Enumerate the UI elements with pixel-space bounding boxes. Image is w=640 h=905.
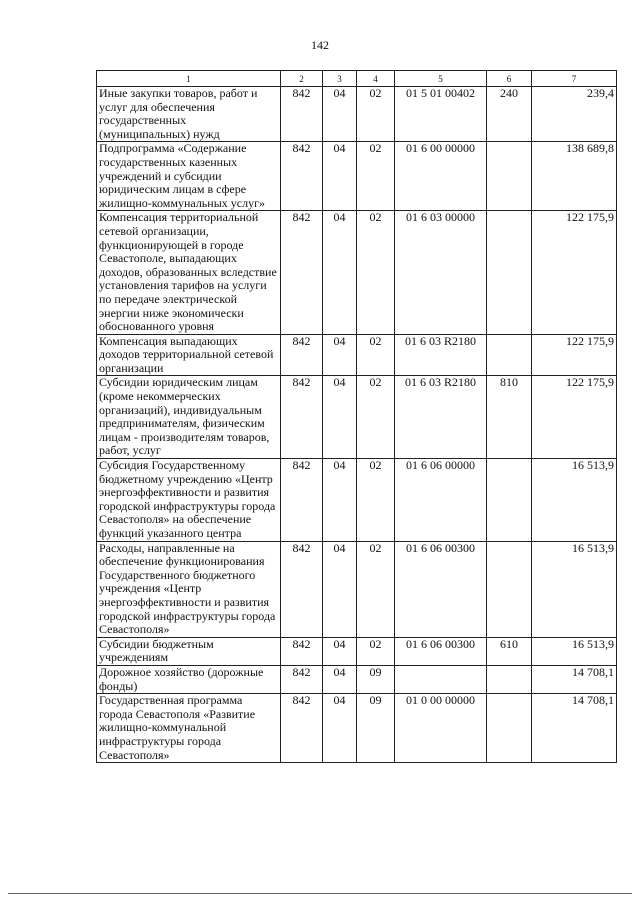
ministry-code-cell: 842 [281, 665, 323, 693]
amount-cell: 239,4 [532, 87, 617, 142]
amount-cell: 14 708,1 [532, 665, 617, 693]
expense-type-cell: 810 [487, 376, 532, 459]
column-header: 2 [281, 71, 323, 87]
subsection-code-cell: 02 [357, 87, 395, 142]
subsection-code-cell: 02 [357, 334, 395, 376]
page-bottom-divider [8, 893, 632, 894]
subsection-code-cell: 02 [357, 459, 395, 542]
section-code-cell: 04 [323, 665, 357, 693]
item-name-cell: Дорожное хозяйство (дорожные фонды) [97, 665, 281, 693]
ministry-code-cell: 842 [281, 211, 323, 334]
budget-table [96, 70, 617, 763]
subsection-code-cell: 02 [357, 211, 395, 334]
page-number: 142 [311, 38, 329, 52]
subsection-code-cell: 02 [357, 541, 395, 637]
section-code-cell: 04 [323, 694, 357, 763]
target-article-cell [395, 665, 487, 693]
ministry-code-cell: 842 [281, 459, 323, 542]
item-name-cell: Подпрограмма «Содержание государственных казенных учреждений и субсидии юридическим лицам в сфере жилищно-коммунальных услуг» [97, 142, 281, 211]
amount-cell: 16 513,9 [532, 541, 617, 637]
target-article-cell: 01 6 03 00000 [395, 211, 487, 334]
table-row [97, 637, 617, 665]
target-article-cell: 01 6 06 00000 [395, 459, 487, 542]
section-code-cell: 04 [323, 459, 357, 542]
ministry-code-cell: 842 [281, 142, 323, 211]
table-row [97, 334, 617, 376]
section-code-cell: 04 [323, 211, 357, 334]
subsection-code-cell: 09 [357, 694, 395, 763]
expense-type-cell [487, 334, 532, 376]
amount-cell: 138 689,8 [532, 142, 617, 211]
table-row [97, 142, 617, 211]
column-header: 1 [97, 71, 281, 87]
target-article-cell: 01 6 06 00300 [395, 541, 487, 637]
expense-type-cell [487, 211, 532, 334]
section-code-cell: 04 [323, 637, 357, 665]
subsection-code-cell: 02 [357, 637, 395, 665]
target-article-cell: 01 6 03 R2180 [395, 376, 487, 459]
subsection-code-cell: 02 [357, 142, 395, 211]
header-row [97, 71, 617, 87]
section-code-cell: 04 [323, 142, 357, 211]
amount-cell: 16 513,9 [532, 637, 617, 665]
item-name-cell: Субсидии юридическим лицам (кроме некоммерческих организаций), индивидуальным предпринимателям, физическим лицам - производителям товаров, работ, услуг [97, 376, 281, 459]
section-code-cell: 04 [323, 334, 357, 376]
expense-type-cell [487, 694, 532, 763]
table-row [97, 376, 617, 459]
column-header: 3 [323, 71, 357, 87]
amount-cell: 16 513,9 [532, 459, 617, 542]
item-name-cell: Государственная программа города Севастополя «Развитие жилищно-коммунальной инфраструктуры города Севастополя» [97, 694, 281, 763]
section-code-cell: 04 [323, 376, 357, 459]
table-row [97, 694, 617, 763]
column-header: 4 [357, 71, 395, 87]
column-header: 6 [487, 71, 532, 87]
ministry-code-cell: 842 [281, 334, 323, 376]
item-name-cell: Субсидии бюджетным учреждениям [97, 637, 281, 665]
item-name-cell: Компенсация выпадающих доходов территориальной сетевой организации [97, 334, 281, 376]
table-row [97, 211, 617, 334]
expense-type-cell: 240 [487, 87, 532, 142]
item-name-cell: Компенсация территориальной сетевой организации, функционирующей в городе Севастополе, выпадающих доходов, образованных вследствие установления тарифов на услуги по передаче электрической энергии ниже экономически обоснованного уровня [97, 211, 281, 334]
column-header: 5 [395, 71, 487, 87]
table-row [97, 459, 617, 542]
amount-cell: 122 175,9 [532, 376, 617, 459]
ministry-code-cell: 842 [281, 376, 323, 459]
target-article-cell: 01 5 01 00402 [395, 87, 487, 142]
section-code-cell: 04 [323, 87, 357, 142]
expense-type-cell [487, 541, 532, 637]
ministry-code-cell: 842 [281, 87, 323, 142]
column-header: 7 [532, 71, 617, 87]
amount-cell: 14 708,1 [532, 694, 617, 763]
table-row [97, 665, 617, 693]
item-name-cell: Субсидия Государственному бюджетному учреждению «Центр энергоэффективности и развития городской инфраструктуры города Севастополя» на обеспечение функций указанного центра [97, 459, 281, 542]
expense-type-cell [487, 142, 532, 211]
table-row [97, 87, 617, 142]
target-article-cell: 01 6 03 R2180 [395, 334, 487, 376]
subsection-code-cell: 02 [357, 376, 395, 459]
item-name-cell: Иные закупки товаров, работ и услуг для обеспечения государственных (муниципальных) нужд [97, 87, 281, 142]
target-article-cell: 01 0 00 00000 [395, 694, 487, 763]
section-code-cell: 04 [323, 541, 357, 637]
ministry-code-cell: 842 [281, 637, 323, 665]
expense-type-cell: 610 [487, 637, 532, 665]
item-name-cell: Расходы, направленные на обеспечение функционирования Государственного бюджетного учреждения «Центр энергоэффективности и развития городской инфраструктуры города Севастополя» [97, 541, 281, 637]
expense-type-cell [487, 459, 532, 542]
target-article-cell: 01 6 00 00000 [395, 142, 487, 211]
ministry-code-cell: 842 [281, 694, 323, 763]
amount-cell: 122 175,9 [532, 334, 617, 376]
subsection-code-cell: 09 [357, 665, 395, 693]
ministry-code-cell: 842 [281, 541, 323, 637]
expense-type-cell [487, 665, 532, 693]
target-article-cell: 01 6 06 00300 [395, 637, 487, 665]
table-row [97, 541, 617, 637]
amount-cell: 122 175,9 [532, 211, 617, 334]
